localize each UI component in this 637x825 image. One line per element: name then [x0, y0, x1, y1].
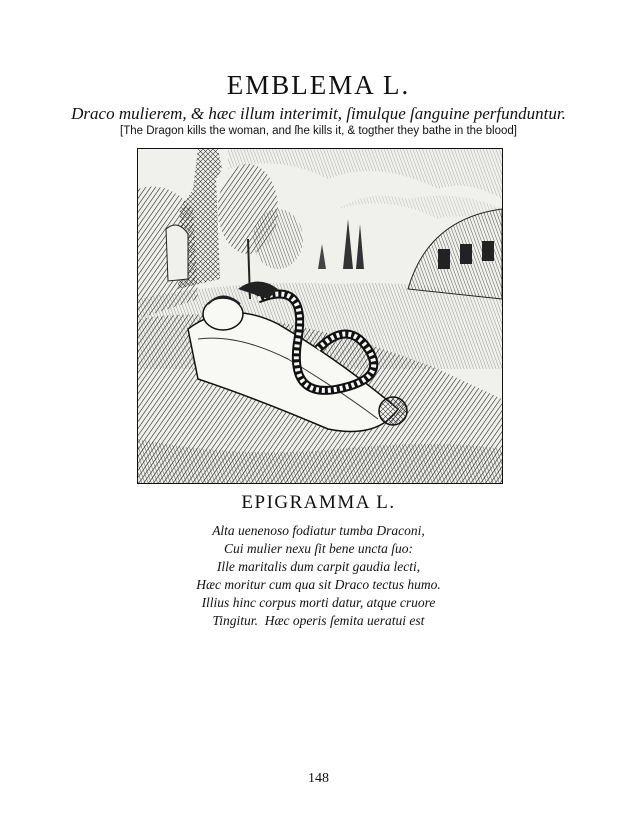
poem-line: Hæc moritur cum qua sit Draco tectus humo. — [196, 577, 441, 592]
epigram-poem — [0, 522, 637, 630]
poem-line: Tingitur. Hæc operis ſemita ueratui est — [212, 613, 425, 628]
page-number: 148 — [308, 771, 329, 786]
poem-line: Ille maritalis dum carpit gaudia lecti, — [216, 559, 421, 574]
epigram-title: EPIGRAMMA L. — [241, 492, 396, 513]
emblem-motto: Draco mulierem, & hæc illum interimit, ſimulque ſanguine perfunduntur. — [71, 104, 566, 123]
poem-line: Alta uenenoso fodiatur tumba Draconi, — [212, 523, 425, 538]
engraving-illustration — [138, 149, 502, 483]
poem-line: Illius hinc corpus morti datur, atque cruore — [201, 595, 436, 610]
emblem-translation: [The Dragon kills the woman, and ſhe kills it, & togther they bathe in the blood] — [120, 125, 517, 137]
emblem-title: EMBLEMA L. — [226, 70, 411, 100]
poem-line: Cui mulier nexu ſit bene uncta ſuo: — [224, 541, 413, 556]
emblem-engraving — [137, 148, 503, 484]
